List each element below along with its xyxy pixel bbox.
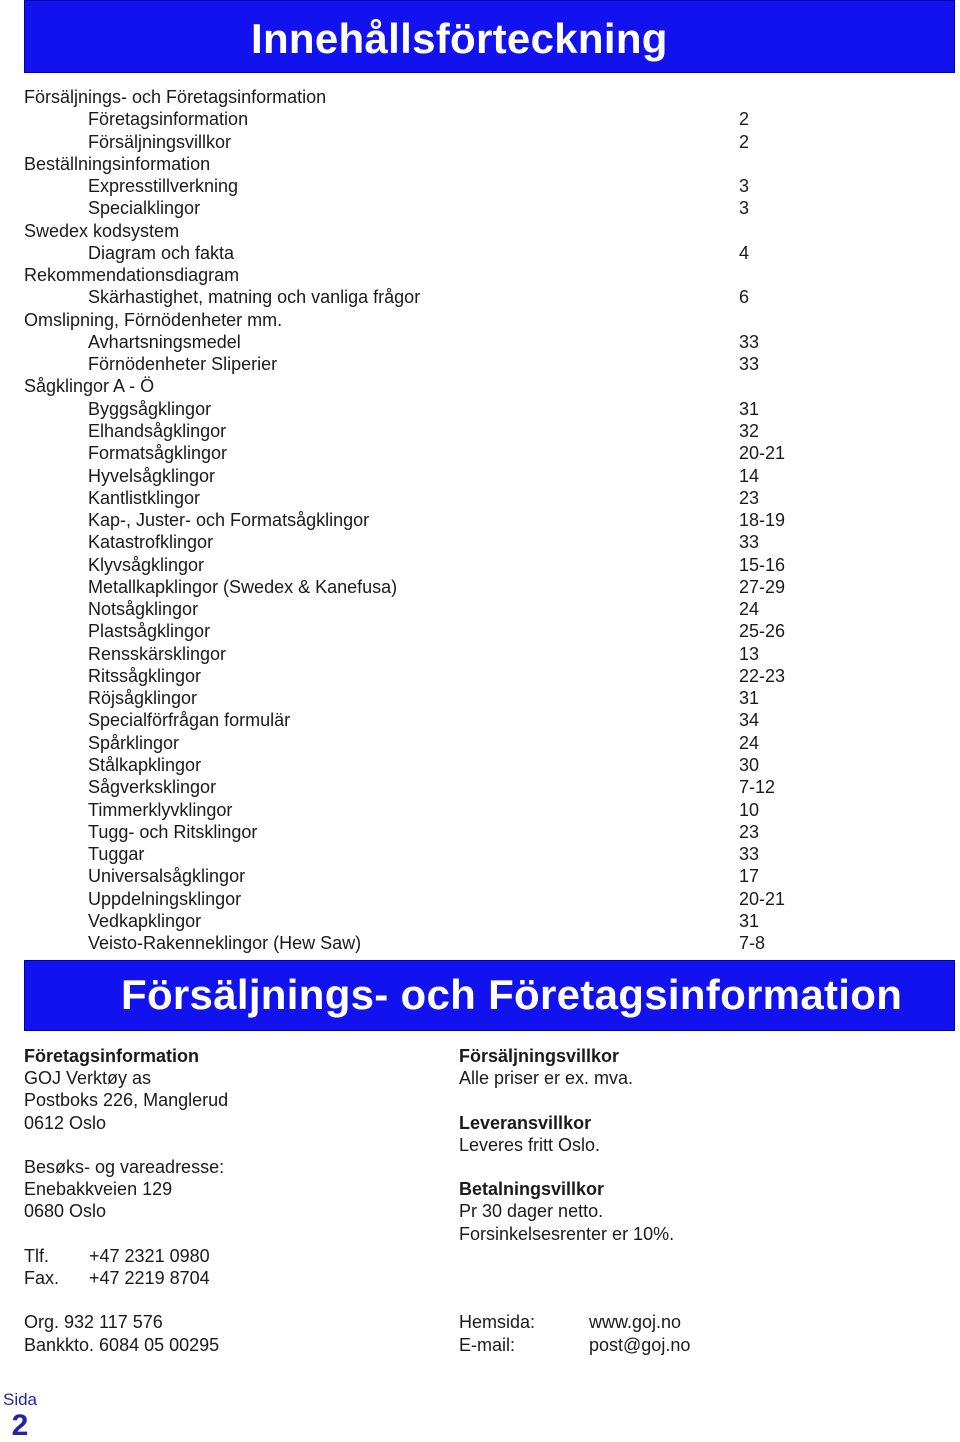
- toc-entry-page: 10: [739, 799, 760, 820]
- toc-entry-label: Kantlistklingor: [88, 487, 201, 508]
- company-info-heading: Företagsinformation: [24, 1046, 200, 1066]
- toc-entry-page: 20-21: [739, 443, 786, 464]
- toc-entry: [24, 131, 784, 153]
- toc-entry-label: Expresstillverkning: [88, 176, 239, 197]
- late-interest-text: Forsinkelsesrenter er 10%.: [459, 1223, 675, 1244]
- toc-entry-label: Hyvelsågklingor: [88, 465, 216, 486]
- company-info-block: [24, 1045, 228, 1356]
- toc-section-heading: [24, 309, 784, 331]
- toc-entry-label: Företagsinformation: [88, 109, 249, 130]
- toc-entry-page: 7-12: [739, 777, 776, 798]
- toc-entry-page: 18-19: [739, 510, 786, 531]
- toc-entry: [24, 108, 784, 130]
- toc-entry-page: 24: [739, 732, 760, 753]
- toc-entry-page: 23: [739, 487, 760, 508]
- toc-entry-page: 31: [739, 398, 760, 419]
- fax-label: Fax.: [24, 1267, 60, 1288]
- toc-entry-page: 17: [739, 866, 760, 887]
- toc-entry-page: 33: [739, 532, 760, 553]
- street-address: Enebakkveien 129: [24, 1179, 173, 1200]
- toc-entry: [24, 620, 784, 642]
- toc-entry-page: 27-29: [739, 576, 786, 597]
- toc-entry-label: Specialklingor: [88, 198, 201, 219]
- payment-terms-heading: Betalningsvillkor: [459, 1179, 605, 1200]
- toc-entry-page: 33: [739, 844, 760, 865]
- toc-entry: [24, 799, 784, 821]
- toc-entry: [24, 865, 784, 887]
- toc-entry-page: 2: [739, 131, 750, 152]
- toc-entry: [24, 932, 784, 954]
- toc-entry: [24, 331, 784, 353]
- toc-entry-label: Avhartsningsmedel: [88, 331, 241, 352]
- toc-entry-page: 13: [739, 643, 760, 664]
- website-label: Hemsida:: [459, 1312, 536, 1333]
- toc-entry-page: 23: [739, 821, 760, 842]
- toc-entry: [24, 665, 784, 687]
- page-label: Sida: [2, 1390, 38, 1409]
- toc-entry-label: Byggsågklingor: [88, 398, 212, 419]
- toc-entry-label: Rekommendationsdiagram: [24, 265, 240, 286]
- toc-entry: [24, 286, 784, 308]
- website-row: [459, 1311, 682, 1333]
- toc-entry-label: Plastsågklingor: [88, 621, 211, 642]
- toc-entry-page: 31: [739, 688, 760, 709]
- toc-entry-label: Försäljnings- och Företagsinformation: [24, 87, 327, 107]
- toc-entry: [24, 687, 784, 709]
- toc-entry-label: Rensskärsklingor: [88, 643, 227, 664]
- toc-entry: [24, 598, 784, 620]
- toc-entry-label: Tugg- och Ritsklingor: [88, 821, 258, 842]
- toc-entry: [24, 420, 784, 442]
- toc-entry: [24, 576, 784, 598]
- sales-terms-heading: Försäljningsvillkor: [459, 1046, 620, 1066]
- toc-entry-page: 24: [739, 599, 760, 620]
- toc-entry-page: 34: [739, 710, 760, 731]
- postbox-address: Postboks 226, Manglerud: [24, 1090, 229, 1111]
- toc-entry: [24, 888, 784, 910]
- toc-entry: [24, 554, 784, 576]
- toc-entry-label: Stålkapklingor: [88, 754, 202, 775]
- org-number: Org. 932 117 576: [24, 1312, 163, 1333]
- toc-entry-label: Specialförfrågan formulär: [88, 710, 291, 731]
- toc-entry-page: 2: [739, 109, 750, 130]
- toc-entry-label: Notsågklingor: [88, 599, 199, 620]
- visit-postcode: 0680 Oslo: [24, 1201, 107, 1222]
- email-label: E-mail:: [459, 1334, 516, 1355]
- toc-entry-page: 22-23: [739, 665, 786, 686]
- toc-entry: [24, 442, 784, 464]
- toc-entry: [24, 353, 784, 375]
- toc-entry-label: Spårklingor: [88, 732, 180, 753]
- toc-entry-label: Sågverksklingor: [88, 777, 217, 798]
- toc-entry-page: 4: [739, 242, 750, 263]
- sales-info-banner: [24, 960, 955, 1031]
- toc-entry: [24, 509, 784, 531]
- toc-entry-label: Veisto-Rakenneklingor (Hew Saw): [88, 933, 362, 954]
- toc-entry-label: Förnödenheter Sliperier: [88, 354, 278, 375]
- toc-entry-page: 6: [739, 287, 750, 308]
- toc-entry-label: Elhandsågklingor: [88, 420, 227, 441]
- table-of-contents: [24, 86, 784, 954]
- toc-entry-label: Swedex kodsystem: [24, 220, 180, 241]
- toc-entry: [24, 531, 784, 553]
- toc-entry-label: Sågklingor A - Ö: [24, 376, 155, 397]
- toc-entry-label: Metallkapklingor (Swedex & Kanefusa): [88, 576, 398, 597]
- toc-entry-page: 32: [739, 420, 760, 441]
- email-row: [459, 1334, 691, 1356]
- delivery-terms-text: Leveres fritt Oslo.: [459, 1134, 601, 1155]
- toc-entry-label: Kap-, Juster- och Formatsågklingor: [88, 510, 370, 531]
- toc-entry: [24, 175, 784, 197]
- postcode: 0612 Oslo: [24, 1112, 107, 1133]
- phone-label: Tlf.: [24, 1245, 49, 1266]
- page-title: Innehållsförteckning: [251, 15, 668, 62]
- visit-address-label: Besøks- og vareadresse:: [24, 1157, 225, 1177]
- toc-entry: [24, 732, 784, 754]
- sales-terms-text: Alle priser er ex. mva.: [459, 1068, 634, 1089]
- toc-entry-page: 15-16: [739, 554, 786, 575]
- toc-entry-label: Omslipning, Förnödenheter mm.: [24, 309, 283, 330]
- phone-row: [24, 1245, 228, 1267]
- toc-entry: [24, 776, 784, 798]
- toc-entry-page: 3: [739, 198, 750, 219]
- page-number-tag: [0, 1390, 40, 1442]
- toc-entry: [24, 821, 784, 843]
- toc-entry: [24, 643, 784, 665]
- toc-section-heading: [24, 153, 784, 175]
- toc-entry-page: 30: [739, 754, 760, 775]
- toc-entry: [24, 487, 784, 509]
- toc-entry: [24, 709, 784, 731]
- email-link[interactable]: post@goj.no: [589, 1334, 691, 1355]
- toc-entry-page: 7-8: [739, 933, 766, 954]
- phone-number: +47 2321 0980: [89, 1245, 210, 1266]
- toc-entry-label: Försäljningsvillkor: [88, 131, 232, 152]
- toc-entry-label: Röjsågklingor: [88, 688, 198, 709]
- fax-number: +47 2219 8704: [89, 1267, 210, 1288]
- sales-terms-block: [459, 1045, 691, 1356]
- toc-entry-page: 3: [739, 176, 750, 197]
- delivery-terms-heading: Leveransvillkor: [459, 1112, 592, 1133]
- toc-entry-label: Beställningsinformation: [24, 153, 211, 174]
- page-number: 2: [11, 1409, 29, 1442]
- toc-entry-page: 33: [739, 331, 760, 352]
- toc-entry-label: Klyvsågklingor: [88, 554, 205, 575]
- toc-header-banner: [24, 0, 955, 73]
- toc-entry-label: Tuggar: [88, 844, 145, 865]
- toc-section-heading: [24, 86, 784, 108]
- toc-entry-label: Formatsågklingor: [88, 443, 228, 464]
- toc-entry-label: Ritssågklingor: [88, 665, 202, 686]
- toc-entry-label: Diagram och fakta: [88, 242, 235, 263]
- company-name: GOJ Verktøy as: [24, 1068, 152, 1089]
- toc-entry-page: 14: [739, 465, 760, 486]
- fax-row: [24, 1267, 228, 1289]
- toc-entry: [24, 242, 784, 264]
- toc-entry-page: 33: [739, 354, 760, 375]
- toc-entry-label: Vedkapklingor: [88, 910, 202, 931]
- toc-entry-page: 20-21: [739, 888, 786, 909]
- toc-entry-label: Timmerklyvklingor: [88, 799, 233, 820]
- toc-section-heading: [24, 264, 784, 286]
- toc-entry: [24, 197, 784, 219]
- toc-entry: [24, 754, 784, 776]
- toc-entry-page: 25-26: [739, 621, 786, 642]
- section-title: Försäljnings- och Företagsinformation: [121, 971, 903, 1018]
- website-link[interactable]: www.goj.no: [589, 1312, 682, 1333]
- toc-entry-label: Uppdelningsklingor: [88, 888, 242, 909]
- toc-entry: [24, 398, 784, 420]
- bank-account: Bankkto. 6084 05 00295: [24, 1334, 220, 1355]
- toc-entry-label: Katastrofklingor: [88, 532, 214, 553]
- toc-section-heading: [24, 220, 784, 242]
- toc-section-heading: [24, 375, 784, 397]
- toc-entry: [24, 843, 784, 865]
- toc-entry: [24, 465, 784, 487]
- toc-entry-label: Universalsågklingor: [88, 866, 246, 887]
- toc-entry: [24, 910, 784, 932]
- payment-terms-text: Pr 30 dager netto.: [459, 1201, 604, 1222]
- toc-entry-page: 31: [739, 910, 760, 931]
- toc-entry-label: Skärhastighet, matning och vanliga frågor: [88, 287, 421, 308]
